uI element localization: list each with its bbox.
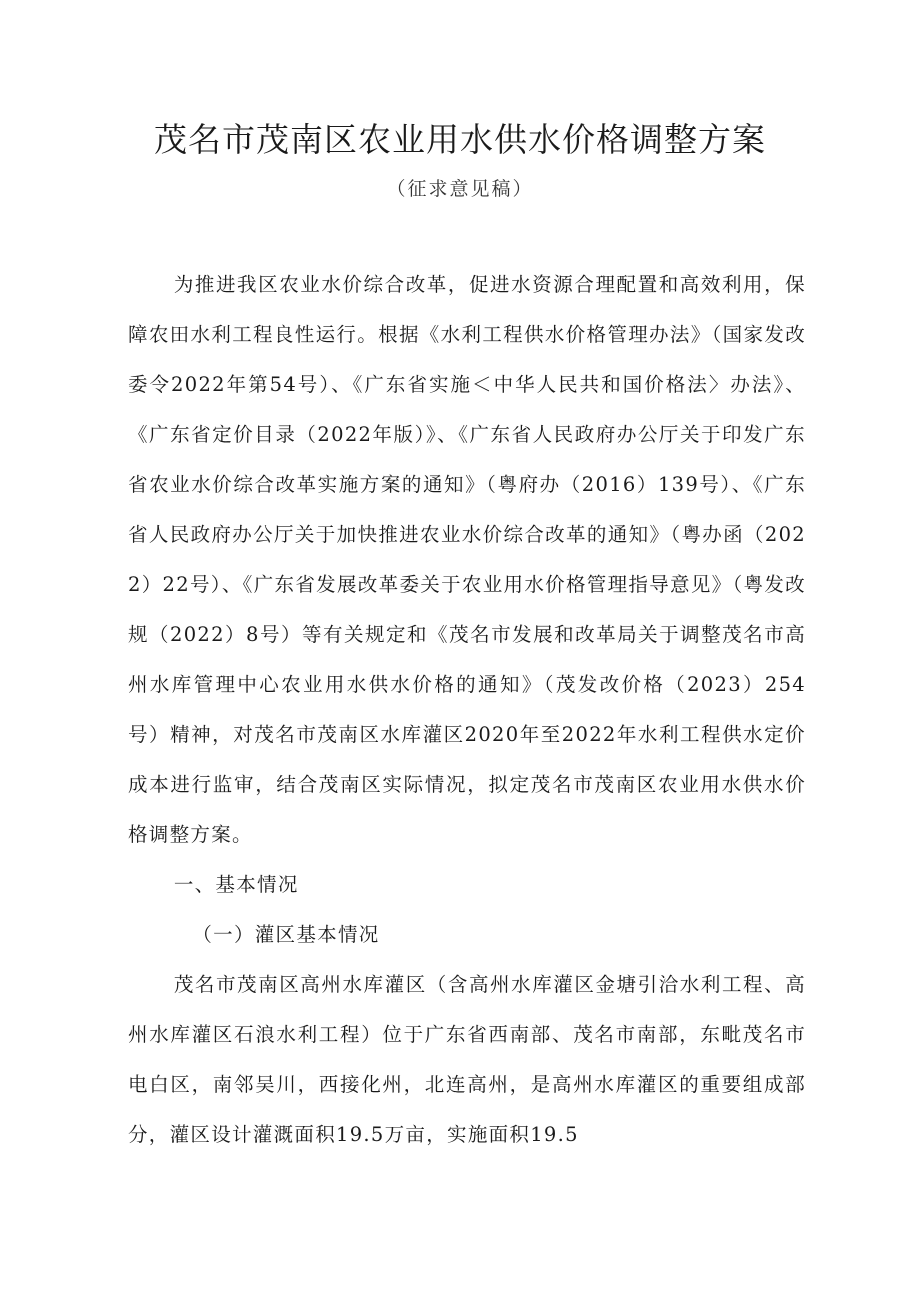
irrigation-area-paragraph: 茂名市茂南区高州水库灌区（含高州水库灌区金塘引洽水利工程、高州水库灌区石浪水利工程）位于广东省西南部、茂名市南部，东毗茂名市电白区，南邻吴川，西接化州，北连高州，是高州水库灌区的重要组成部分，灌区设计灌溉面积19.5万亩，实施面积19.5 [128, 973, 806, 1146]
subsection-heading-irrigation-area: （一）灌区基本情况 [192, 923, 380, 946]
document-subtitle: （征求意见稿） [386, 178, 534, 200]
section-heading-basic-info: 一、基本情况 [173, 873, 299, 896]
document-body [128, 260, 806, 1160]
document-title: 茂名市茂南区农业用水供水价格调整方案 [154, 120, 766, 159]
intro-paragraph: 为推进我区农业水价综合改革，促进水资源合理配置和高效利用，保障农田水利工程良性运行。根据《水利工程供水价格管理办法》（国家发改委令2022年第54号）、《广东省实施＜中华人民共和国价格法〉办法》、《广东省定价目录（2022年版）》、《广东省人民政府办公厅关于印发广东省农业水价综合改革实施方案的通知》（粤府办（2016）139号）、《广东省人民政府办公厅关于加快推进农业水价综合改革的通知》（粤办函（2022）22号）、《广东省发展改革委关于农业用水价格管理指导意见》（粤发改规（2022）8号）等有关规定和《茂名市发展和改革局关于调整茂名市高州水库管理中心农业用水供水价格的通知》（茂发改价格（2023）254号）精神，对茂名市茂南区水库灌区2020年至2022年水利工程供水定价成本进行监审，结合茂南区实际情况，拟定茂名市茂南区农业用水供水价格调整方案。 [128, 273, 806, 846]
